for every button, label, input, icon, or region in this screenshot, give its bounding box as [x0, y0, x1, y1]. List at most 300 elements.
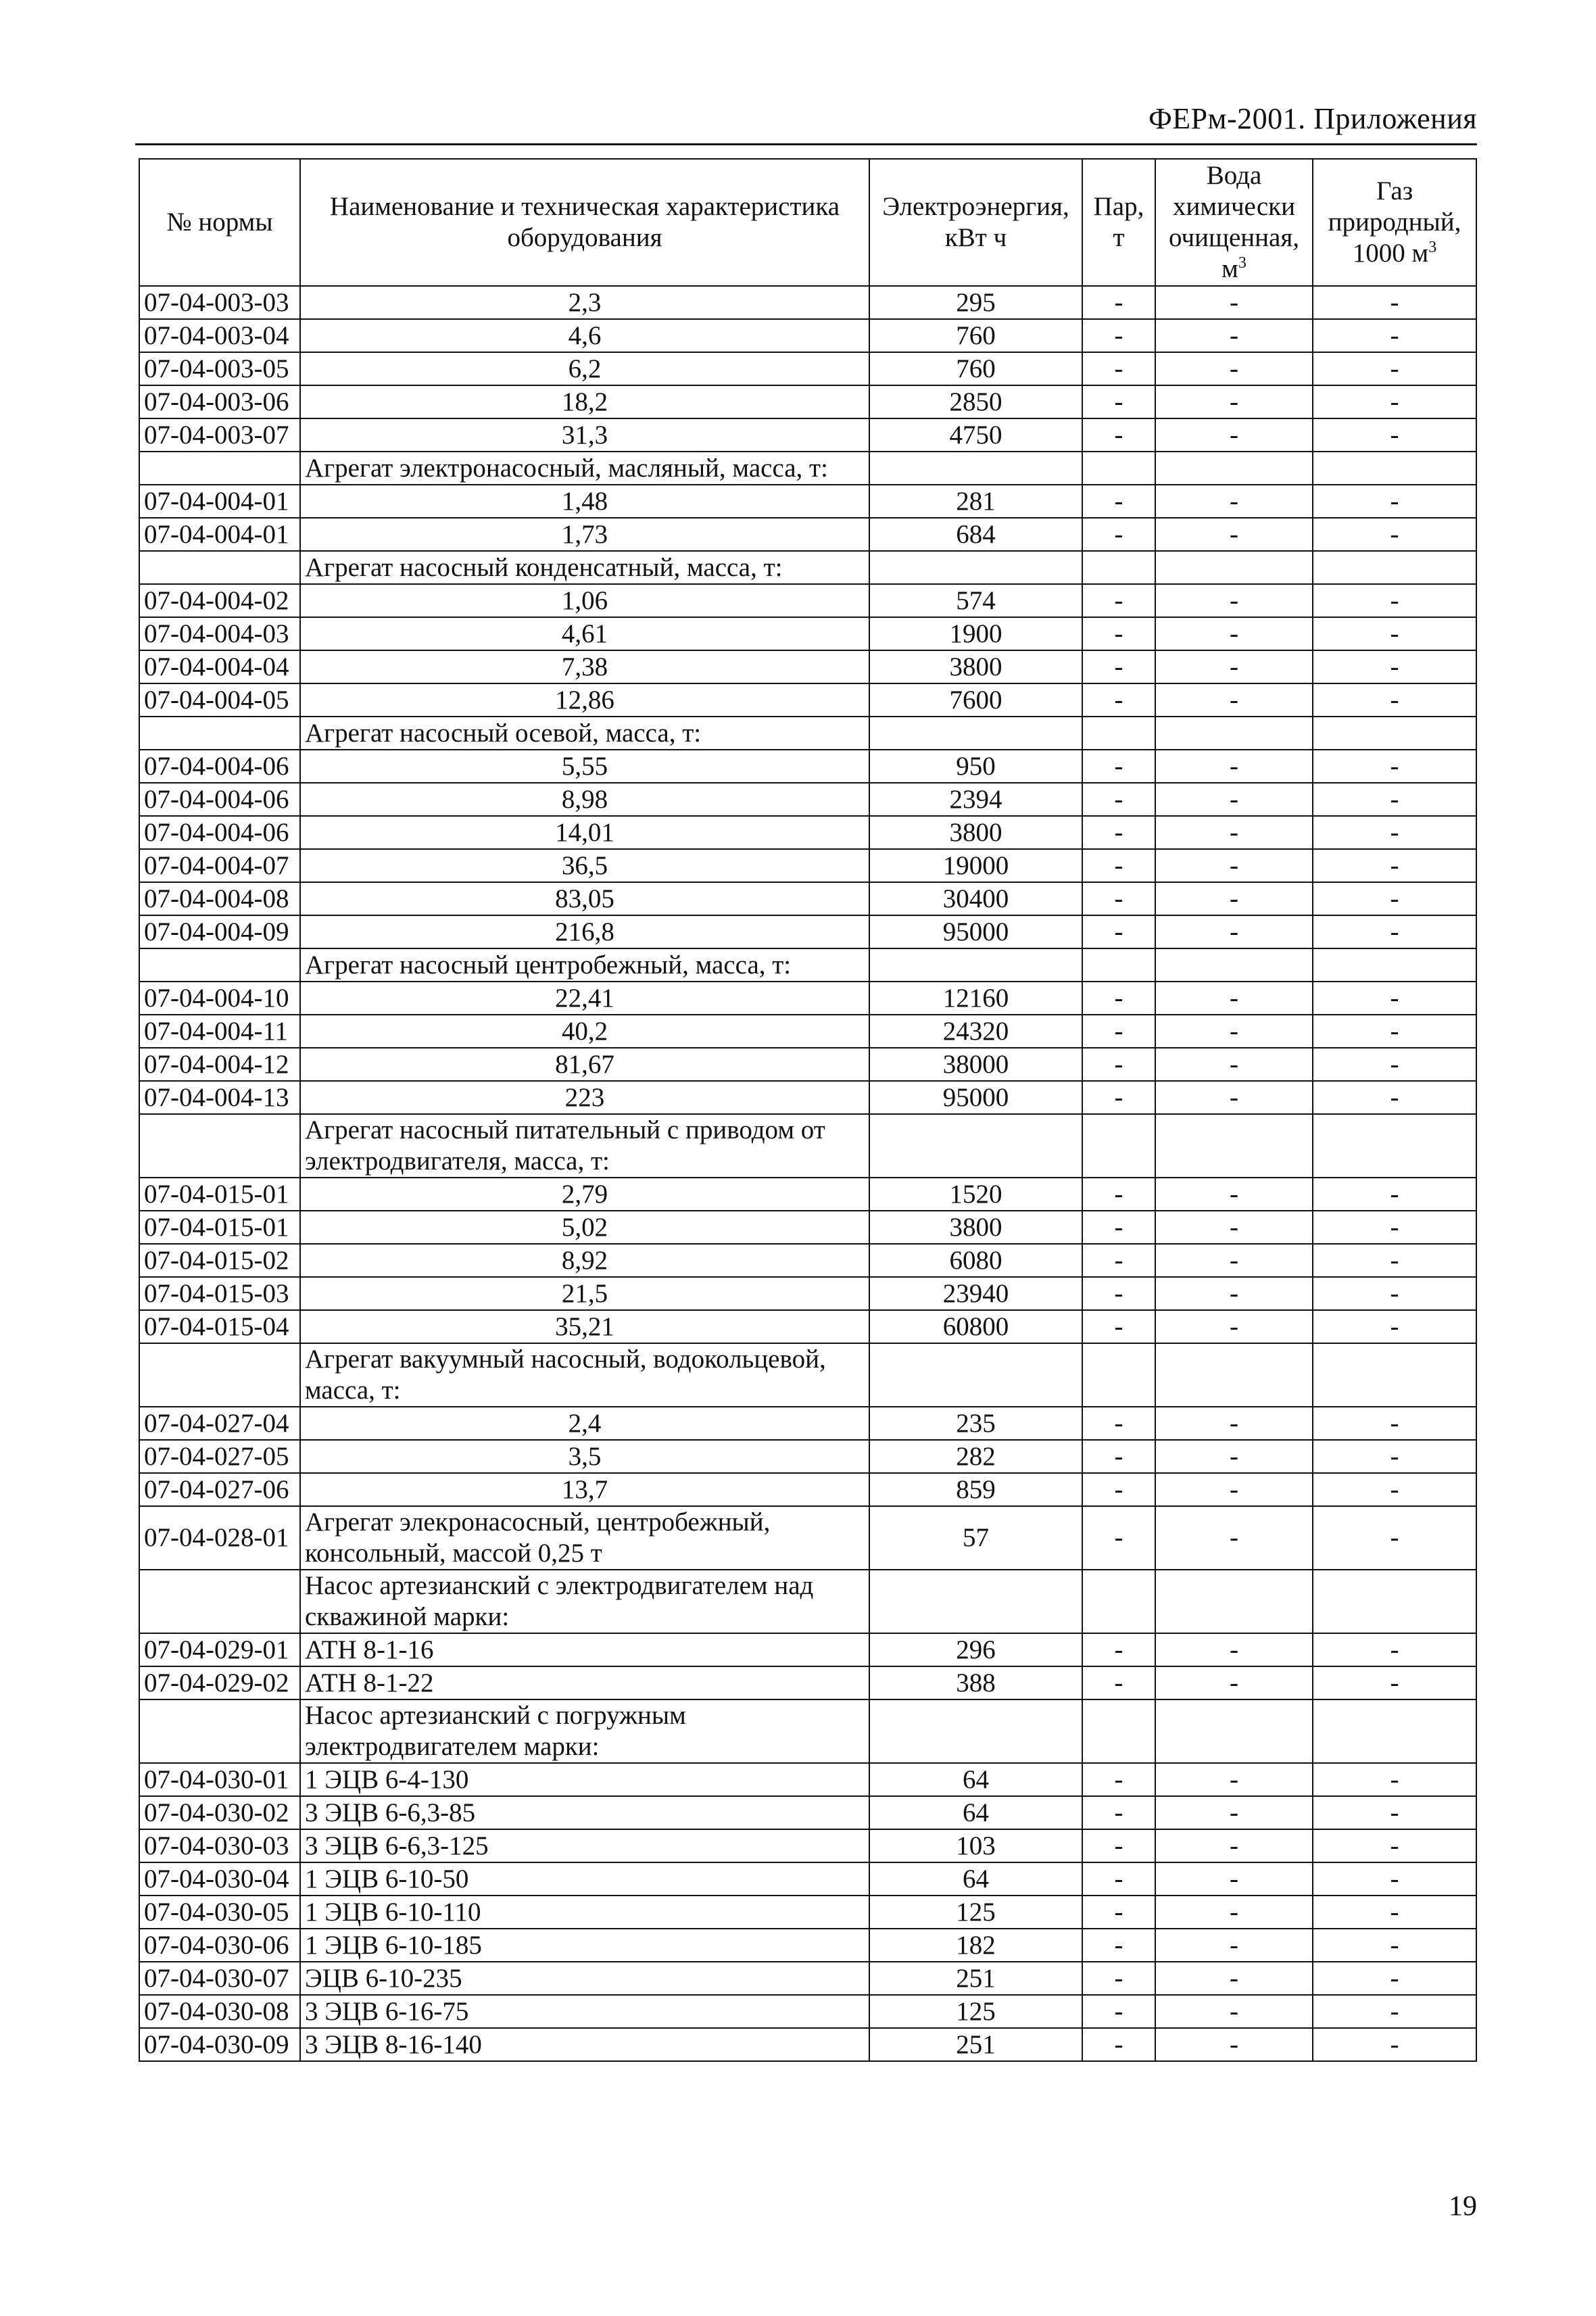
cell-group-title: Агрегат насосный конденсатный, масса, т: — [300, 551, 869, 584]
norms-table — [139, 158, 1477, 2062]
table-row — [139, 319, 1476, 352]
cell-gas: - — [1313, 1015, 1476, 1048]
table-row — [139, 882, 1476, 915]
cell-steam: - — [1082, 319, 1155, 352]
cell-water: - — [1155, 650, 1313, 683]
cell-gas: - — [1313, 1048, 1476, 1081]
cell-power: 1520 — [869, 1178, 1082, 1211]
cell-power — [869, 452, 1082, 485]
cell-water: - — [1155, 1633, 1313, 1666]
cell-water — [1155, 717, 1313, 750]
cell-water: - — [1155, 1506, 1313, 1570]
cell-name: 3,5 — [300, 1440, 869, 1473]
group-header-row — [139, 551, 1476, 584]
cell-gas: - — [1313, 1407, 1476, 1440]
table-row — [139, 1633, 1476, 1666]
cell-power — [869, 1343, 1082, 1407]
cell-code: 07-04-030-05 — [139, 1896, 300, 1929]
cell-code: 07-04-027-06 — [139, 1473, 300, 1506]
cell-water: - — [1155, 286, 1313, 319]
group-header-row — [139, 452, 1476, 485]
cell-steam: - — [1082, 650, 1155, 683]
cell-water: - — [1155, 1962, 1313, 1995]
cell-code: 07-04-029-01 — [139, 1633, 300, 1666]
cell-gas: - — [1313, 1506, 1476, 1570]
cell-code: 07-04-004-08 — [139, 882, 300, 915]
cell-steam: - — [1082, 1929, 1155, 1962]
cell-water: - — [1155, 1015, 1313, 1048]
cell-code: 07-04-004-10 — [139, 982, 300, 1015]
cell-name: 3 ЭЦВ 6-6,3-125 — [300, 1829, 869, 1862]
cell-gas: - — [1313, 982, 1476, 1015]
cell-name: 31,3 — [300, 418, 869, 452]
cell-water: - — [1155, 1178, 1313, 1211]
cell-steam: - — [1082, 1962, 1155, 1995]
cell-power: 388 — [869, 1666, 1082, 1699]
cell-code: 07-04-004-04 — [139, 650, 300, 683]
cell-name: АТН 8-1-16 — [300, 1633, 869, 1666]
cell-name: ЭЦВ 6-10-235 — [300, 1962, 869, 1995]
cell-steam — [1082, 1343, 1155, 1407]
cell-steam: - — [1082, 418, 1155, 452]
cell-power: 64 — [869, 1763, 1082, 1796]
cell-water — [1155, 1114, 1313, 1178]
cell-power: 30400 — [869, 882, 1082, 915]
cell-power: 103 — [869, 1829, 1082, 1862]
cell-power — [869, 551, 1082, 584]
cell-code: 07-04-015-04 — [139, 1310, 300, 1343]
cell-gas — [1313, 1570, 1476, 1633]
cell-water: - — [1155, 783, 1313, 816]
cell-gas: - — [1313, 418, 1476, 452]
cell-code — [139, 1343, 300, 1407]
cell-code: 07-04-027-05 — [139, 1440, 300, 1473]
cell-water — [1155, 1699, 1313, 1763]
cell-steam — [1082, 1699, 1155, 1763]
cell-power: 296 — [869, 1633, 1082, 1666]
cell-steam: - — [1082, 1796, 1155, 1829]
cell-steam: - — [1082, 1048, 1155, 1081]
cell-steam: - — [1082, 783, 1155, 816]
table-row — [139, 1929, 1476, 1962]
cell-steam: - — [1082, 982, 1155, 1015]
cell-gas — [1313, 1114, 1476, 1178]
cell-power — [869, 1699, 1082, 1763]
cell-steam — [1082, 452, 1155, 485]
cell-steam: - — [1082, 1633, 1155, 1666]
cell-group-title: Агрегат насосный питательный с приводом от электродвигателя, масса, т: — [300, 1114, 869, 1178]
table-row — [139, 1473, 1476, 1506]
cell-gas: - — [1313, 1829, 1476, 1862]
cell-water: - — [1155, 915, 1313, 948]
cell-code: 07-04-004-02 — [139, 584, 300, 617]
cell-water: - — [1155, 2028, 1313, 2061]
cell-code: 07-04-015-03 — [139, 1277, 300, 1310]
col-header-name: Наименование и техническая характеристика оборудования — [300, 159, 869, 286]
cell-water: - — [1155, 849, 1313, 882]
table-row — [139, 1796, 1476, 1829]
cell-group-title: Насос артезианский с электродвигателем над скважиной марки: — [300, 1570, 869, 1633]
cell-group-title: Насос артезианский с погружным электродвигателем марки: — [300, 1699, 869, 1763]
cell-name: 8,92 — [300, 1244, 869, 1277]
cell-steam: - — [1082, 1862, 1155, 1896]
col-header-water — [1155, 159, 1313, 286]
cell-power: 95000 — [869, 1081, 1082, 1114]
cell-code: 07-04-003-05 — [139, 352, 300, 385]
cell-water — [1155, 1570, 1313, 1633]
cell-code: 07-04-004-13 — [139, 1081, 300, 1114]
cell-name: 14,01 — [300, 816, 869, 849]
cell-steam: - — [1082, 1995, 1155, 2028]
cell-power: 251 — [869, 2028, 1082, 2061]
col-header-gas-text: Газ природный, 1000 м — [1328, 176, 1461, 268]
cell-water: - — [1155, 1407, 1313, 1440]
cell-gas: - — [1313, 683, 1476, 717]
cell-water — [1155, 1343, 1313, 1407]
cell-gas: - — [1313, 1473, 1476, 1506]
table-row — [139, 352, 1476, 385]
cell-gas: - — [1313, 1862, 1476, 1896]
cell-power: 235 — [869, 1407, 1082, 1440]
cell-water: - — [1155, 1081, 1313, 1114]
cell-water — [1155, 452, 1313, 485]
cell-water: - — [1155, 1440, 1313, 1473]
cell-power: 1900 — [869, 617, 1082, 650]
cell-gas: - — [1313, 1763, 1476, 1796]
cell-steam: - — [1082, 286, 1155, 319]
cell-name: 21,5 — [300, 1277, 869, 1310]
cell-name: АТН 8-1-22 — [300, 1666, 869, 1699]
cell-gas — [1313, 551, 1476, 584]
header-rule — [135, 143, 1477, 145]
page-number: 19 — [1449, 2191, 1477, 2222]
cell-code: 07-04-003-06 — [139, 385, 300, 418]
cell-name: 35,21 — [300, 1310, 869, 1343]
table-row — [139, 1995, 1476, 2028]
cell-group-title: Агрегат вакуумный насосный, водокольцевой, масса, т: — [300, 1343, 869, 1407]
cell-steam: - — [1082, 1506, 1155, 1570]
cell-name: 1,06 — [300, 584, 869, 617]
table-row — [139, 1048, 1476, 1081]
cell-gas — [1313, 1699, 1476, 1763]
cell-water: - — [1155, 485, 1313, 518]
cell-steam: - — [1082, 1666, 1155, 1699]
cell-steam: - — [1082, 750, 1155, 783]
cell-power: 251 — [869, 1962, 1082, 1995]
cell-name: 40,2 — [300, 1015, 869, 1048]
cell-power: 2394 — [869, 783, 1082, 816]
cell-code: 07-04-004-06 — [139, 783, 300, 816]
cell-steam: - — [1082, 915, 1155, 948]
cell-name: 4,61 — [300, 617, 869, 650]
cell-gas: - — [1313, 1962, 1476, 1995]
cell-steam: - — [1082, 1407, 1155, 1440]
cell-power: 950 — [869, 750, 1082, 783]
cell-steam — [1082, 1570, 1155, 1633]
cell-code — [139, 1114, 300, 1178]
cell-code: 07-04-004-07 — [139, 849, 300, 882]
cell-code — [139, 717, 300, 750]
cell-power: 57 — [869, 1506, 1082, 1570]
cell-power: 295 — [869, 286, 1082, 319]
cell-water: - — [1155, 418, 1313, 452]
cell-name: 5,02 — [300, 1211, 869, 1244]
cell-gas: - — [1313, 1796, 1476, 1829]
cell-name: 22,41 — [300, 982, 869, 1015]
table-row — [139, 1407, 1476, 1440]
cell-name: 7,38 — [300, 650, 869, 683]
cell-water: - — [1155, 1929, 1313, 1962]
cell-group-title: Агрегат насосный осевой, масса, т: — [300, 717, 869, 750]
cell-water: - — [1155, 1048, 1313, 1081]
cell-steam — [1082, 551, 1155, 584]
cell-name: 12,86 — [300, 683, 869, 717]
table-row — [139, 286, 1476, 319]
cell-name: 1 ЭЦВ 6-4-130 — [300, 1763, 869, 1796]
cell-name: 81,67 — [300, 1048, 869, 1081]
cell-code: 07-04-004-01 — [139, 485, 300, 518]
table-row — [139, 385, 1476, 418]
cell-gas: - — [1313, 816, 1476, 849]
cell-steam: - — [1082, 816, 1155, 849]
table-row — [139, 2028, 1476, 2061]
cell-gas: - — [1313, 650, 1476, 683]
cell-power: 38000 — [869, 1048, 1082, 1081]
col-header-code: № нормы — [139, 159, 300, 286]
cell-steam: - — [1082, 1211, 1155, 1244]
cell-power: 125 — [869, 1896, 1082, 1929]
table-row — [139, 617, 1476, 650]
cell-steam: - — [1082, 1440, 1155, 1473]
cell-water — [1155, 551, 1313, 584]
cell-power — [869, 948, 1082, 982]
group-header-row — [139, 1570, 1476, 1633]
cell-steam — [1082, 948, 1155, 982]
cell-code: 07-04-004-06 — [139, 816, 300, 849]
cell-gas: - — [1313, 485, 1476, 518]
cell-water: - — [1155, 1896, 1313, 1929]
cell-power: 3800 — [869, 650, 1082, 683]
cell-water: - — [1155, 1473, 1313, 1506]
cell-power: 760 — [869, 352, 1082, 385]
cell-code: 07-04-030-04 — [139, 1862, 300, 1896]
cell-gas: - — [1313, 849, 1476, 882]
cell-water: - — [1155, 352, 1313, 385]
cell-power: 2850 — [869, 385, 1082, 418]
cell-power: 281 — [869, 485, 1082, 518]
cell-steam: - — [1082, 882, 1155, 915]
cell-power: 24320 — [869, 1015, 1082, 1048]
cell-name: 2,4 — [300, 1407, 869, 1440]
cell-gas — [1313, 948, 1476, 982]
cell-steam: - — [1082, 617, 1155, 650]
cell-water: - — [1155, 617, 1313, 650]
cell-water: - — [1155, 1862, 1313, 1896]
cell-name: 13,7 — [300, 1473, 869, 1506]
table-row — [139, 683, 1476, 717]
cell-name: 3 ЭЦВ 6-6,3-85 — [300, 1796, 869, 1829]
table-row — [139, 1829, 1476, 1862]
table-row — [139, 1896, 1476, 1929]
table-row — [139, 418, 1476, 452]
cell-name: 3 ЭЦВ 6-16-75 — [300, 1995, 869, 2028]
table-row — [139, 1440, 1476, 1473]
table-row — [139, 1763, 1476, 1796]
cell-power: 95000 — [869, 915, 1082, 948]
cell-water: - — [1155, 1666, 1313, 1699]
cell-name: 83,05 — [300, 882, 869, 915]
cell-code: 07-04-030-02 — [139, 1796, 300, 1829]
cell-code: 07-04-003-04 — [139, 319, 300, 352]
cell-steam — [1082, 717, 1155, 750]
table-row — [139, 650, 1476, 683]
cell-name: 1 ЭЦВ 6-10-185 — [300, 1929, 869, 1962]
cell-name: 36,5 — [300, 849, 869, 882]
table-row — [139, 1211, 1476, 1244]
cell-steam: - — [1082, 485, 1155, 518]
cell-water: - — [1155, 518, 1313, 551]
group-header-row — [139, 948, 1476, 982]
cell-power: 64 — [869, 1796, 1082, 1829]
cell-steam: - — [1082, 1829, 1155, 1862]
cell-gas: - — [1313, 1178, 1476, 1211]
cell-code: 07-04-004-05 — [139, 683, 300, 717]
cell-gas: - — [1313, 1310, 1476, 1343]
cell-gas: - — [1313, 385, 1476, 418]
cell-gas: - — [1313, 319, 1476, 352]
cell-steam — [1082, 1114, 1155, 1178]
cell-code: 07-04-015-02 — [139, 1244, 300, 1277]
cell-group-title: Агрегат насосный центробежный, масса, т: — [300, 948, 869, 982]
cell-power: 125 — [869, 1995, 1082, 2028]
cell-code: 07-04-030-09 — [139, 2028, 300, 2061]
cell-code: 07-04-004-01 — [139, 518, 300, 551]
cell-name: 1,73 — [300, 518, 869, 551]
cell-gas — [1313, 452, 1476, 485]
cell-gas: - — [1313, 1440, 1476, 1473]
table-row — [139, 1015, 1476, 1048]
table-row — [139, 1244, 1476, 1277]
table-row — [139, 982, 1476, 1015]
group-header-row — [139, 717, 1476, 750]
cell-code — [139, 1699, 300, 1763]
cell-gas: - — [1313, 1244, 1476, 1277]
cell-code: 07-04-028-01 — [139, 1506, 300, 1570]
cell-gas: - — [1313, 352, 1476, 385]
cell-steam: - — [1082, 385, 1155, 418]
table-row — [139, 1081, 1476, 1114]
col-header-water-text: Вода химически очищенная, м — [1168, 161, 1300, 283]
cell-water: - — [1155, 982, 1313, 1015]
cell-code — [139, 452, 300, 485]
cell-steam: - — [1082, 1015, 1155, 1048]
cell-steam: - — [1082, 518, 1155, 551]
cell-steam: - — [1082, 2028, 1155, 2061]
cell-name: 2,3 — [300, 286, 869, 319]
table-row — [139, 750, 1476, 783]
cell-power: 23940 — [869, 1277, 1082, 1310]
cell-name: Агрегат элекронасосный, центробежный, консольный, массой 0,25 т — [300, 1506, 869, 1570]
group-header-row — [139, 1343, 1476, 1407]
cell-code: 07-04-030-03 — [139, 1829, 300, 1862]
cell-name: 5,55 — [300, 750, 869, 783]
cell-name: 1 ЭЦВ 6-10-50 — [300, 1862, 869, 1896]
cell-code: 07-04-029-02 — [139, 1666, 300, 1699]
cell-steam: - — [1082, 1244, 1155, 1277]
group-header-row — [139, 1114, 1476, 1178]
cell-steam: - — [1082, 1896, 1155, 1929]
table-row — [139, 485, 1476, 518]
cell-code: 07-04-030-01 — [139, 1763, 300, 1796]
cell-power: 859 — [869, 1473, 1082, 1506]
cell-power: 3800 — [869, 1211, 1082, 1244]
cell-steam: - — [1082, 1081, 1155, 1114]
cell-steam: - — [1082, 1310, 1155, 1343]
cell-gas: - — [1313, 617, 1476, 650]
cell-gas: - — [1313, 783, 1476, 816]
cell-power: 4750 — [869, 418, 1082, 452]
cell-name: 4,6 — [300, 319, 869, 352]
cell-steam: - — [1082, 584, 1155, 617]
running-title: ФЕРм-2001. Приложения — [1148, 102, 1477, 135]
cell-gas: - — [1313, 882, 1476, 915]
cell-code — [139, 948, 300, 982]
cell-name: 2,79 — [300, 1178, 869, 1211]
cell-gas: - — [1313, 584, 1476, 617]
cell-steam: - — [1082, 1178, 1155, 1211]
cell-code: 07-04-004-03 — [139, 617, 300, 650]
table-row — [139, 1310, 1476, 1343]
cell-steam: - — [1082, 1763, 1155, 1796]
table-row — [139, 518, 1476, 551]
cell-code: 07-04-030-08 — [139, 1995, 300, 2028]
cell-power: 6080 — [869, 1244, 1082, 1277]
cell-code: 07-04-027-04 — [139, 1407, 300, 1440]
cell-gas — [1313, 717, 1476, 750]
cell-water: - — [1155, 1763, 1313, 1796]
cell-gas: - — [1313, 1666, 1476, 1699]
cell-gas: - — [1313, 2028, 1476, 2061]
cell-name: 223 — [300, 1081, 869, 1114]
cell-steam: - — [1082, 849, 1155, 882]
cell-gas: - — [1313, 915, 1476, 948]
cell-steam: - — [1082, 352, 1155, 385]
cell-name: 18,2 — [300, 385, 869, 418]
table-row — [139, 1962, 1476, 1995]
cell-water: - — [1155, 1796, 1313, 1829]
cell-power: 7600 — [869, 683, 1082, 717]
cell-code — [139, 551, 300, 584]
table-body — [139, 286, 1476, 2061]
cell-code — [139, 1570, 300, 1633]
cell-name: 1,48 — [300, 485, 869, 518]
cell-water: - — [1155, 1211, 1313, 1244]
table-row — [139, 1178, 1476, 1211]
col-header-gas — [1313, 159, 1476, 286]
cell-gas: - — [1313, 1081, 1476, 1114]
cell-power: 574 — [869, 584, 1082, 617]
cell-gas: - — [1313, 1995, 1476, 2028]
cell-water: - — [1155, 1829, 1313, 1862]
cell-power: 760 — [869, 319, 1082, 352]
col-header-water-sup: 3 — [1238, 254, 1247, 272]
col-header-steam: Пар, т — [1082, 159, 1155, 286]
cell-power: 19000 — [869, 849, 1082, 882]
cell-water: - — [1155, 1277, 1313, 1310]
cell-water: - — [1155, 750, 1313, 783]
cell-power: 684 — [869, 518, 1082, 551]
cell-name: 3 ЭЦВ 8-16-140 — [300, 2028, 869, 2061]
